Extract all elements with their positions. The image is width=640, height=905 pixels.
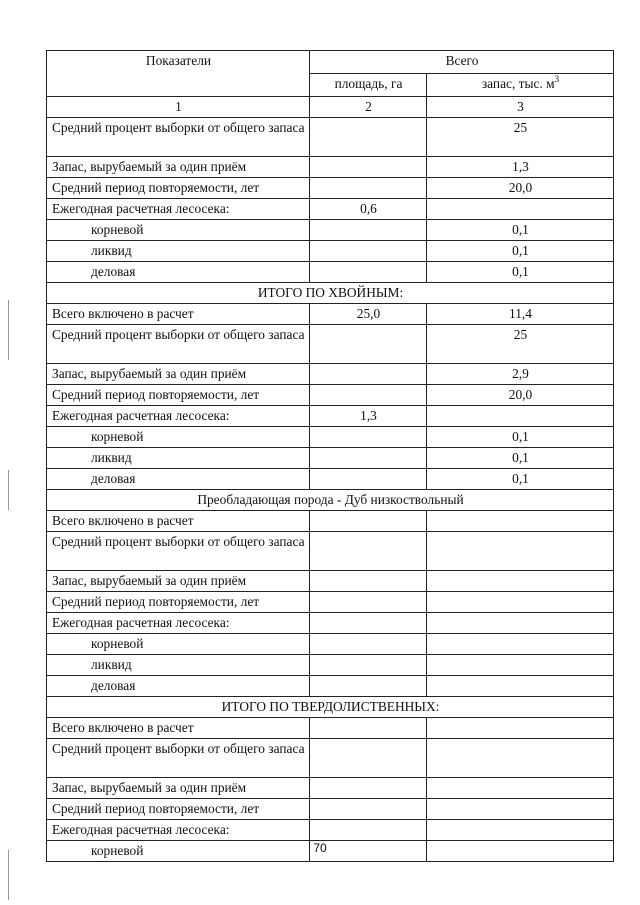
- cell-volume: [427, 799, 614, 820]
- table-row: [47, 739, 614, 778]
- table-row: [47, 427, 614, 448]
- table-row: [47, 634, 614, 655]
- row-label: Всего включено в расчет: [47, 304, 310, 325]
- header-row: [47, 51, 614, 74]
- cell-area: [310, 613, 427, 634]
- table-row: [47, 304, 614, 325]
- table-row: [47, 820, 614, 841]
- table-row: [47, 199, 614, 220]
- row-label: корневой: [47, 427, 310, 448]
- section-coniferous-total: ИТОГО ПО ХВОЙНЫМ:: [47, 283, 614, 304]
- table-row: [47, 220, 614, 241]
- row-label: Средний процент выборки от общего запаса: [47, 325, 310, 364]
- cell-area: [310, 469, 427, 490]
- table-row: [47, 385, 614, 406]
- row-label: Средний процент выборки от общего запаса: [47, 118, 310, 157]
- cell-area: [310, 718, 427, 739]
- table-row: [47, 532, 614, 571]
- row-label: Средний процент выборки от общего запаса: [47, 532, 310, 571]
- column-numbers-row: [47, 97, 614, 118]
- row-label: Ежегодная расчетная лесосека:: [47, 199, 310, 220]
- cell-area: [310, 241, 427, 262]
- cell-volume: 0,1: [427, 241, 614, 262]
- cell-area: [310, 220, 427, 241]
- row-label: деловая: [47, 262, 310, 283]
- cell-area: [310, 571, 427, 592]
- row-label: Средний период повторяемости, лет: [47, 385, 310, 406]
- row-label: корневой: [47, 841, 310, 862]
- row-label: Средний период повторяемости, лет: [47, 799, 310, 820]
- table-row: [47, 406, 614, 427]
- table-row: [47, 676, 614, 697]
- cell-area: [310, 799, 427, 820]
- table-row: [47, 469, 614, 490]
- row-label: ликвид: [47, 448, 310, 469]
- cell-volume: 0,1: [427, 427, 614, 448]
- cell-volume: 0,1: [427, 448, 614, 469]
- table-row: [47, 178, 614, 199]
- cell-volume: [427, 718, 614, 739]
- table-row: [47, 364, 614, 385]
- cell-volume: 0,1: [427, 220, 614, 241]
- row-label: деловая: [47, 676, 310, 697]
- header-total: Всего: [310, 51, 614, 74]
- table-row: [47, 241, 614, 262]
- column-number: 1: [47, 97, 310, 118]
- row-label: Средний период повторяемости, лет: [47, 592, 310, 613]
- cell-volume: [427, 613, 614, 634]
- forest-cutting-table: [46, 50, 614, 862]
- header-area: площадь, га: [310, 74, 427, 97]
- table-row: [47, 778, 614, 799]
- cell-volume: [427, 634, 614, 655]
- cell-area: [310, 676, 427, 697]
- table-row: [47, 262, 614, 283]
- cell-area: [310, 592, 427, 613]
- cell-volume: 11,4: [427, 304, 614, 325]
- cell-area: [310, 157, 427, 178]
- row-label: Всего включено в расчет: [47, 511, 310, 532]
- scan-margin-mark: [8, 470, 9, 510]
- row-label: Запас, вырубаемый за один приём: [47, 364, 310, 385]
- table-row: [47, 592, 614, 613]
- table-row: [47, 448, 614, 469]
- header-indicators: Показатели: [47, 51, 310, 97]
- column-number: 3: [427, 97, 614, 118]
- row-label: Всего включено в расчет: [47, 718, 310, 739]
- cell-volume: [427, 739, 614, 778]
- table-row: [47, 799, 614, 820]
- cell-area: [310, 532, 427, 571]
- row-label: Ежегодная расчетная лесосека:: [47, 406, 310, 427]
- row-label: Средний период повторяемости, лет: [47, 178, 310, 199]
- cell-volume: [427, 511, 614, 532]
- table-row: [47, 571, 614, 592]
- cell-area: [310, 118, 427, 157]
- cell-area: [310, 655, 427, 676]
- section-oak: Преобладающая порода - Дуб низкоствольный: [47, 490, 614, 511]
- cell-volume: 20,0: [427, 385, 614, 406]
- cell-area: [310, 634, 427, 655]
- section-row: [47, 283, 614, 304]
- section-row: [47, 490, 614, 511]
- cell-area: [310, 325, 427, 364]
- table-row: [47, 655, 614, 676]
- cell-volume: [427, 199, 614, 220]
- cell-area: [310, 511, 427, 532]
- section-hardwood-total: ИТОГО ПО ТВЕРДОЛИСТВЕННЫХ:: [47, 697, 614, 718]
- cell-area: [310, 427, 427, 448]
- row-label: корневой: [47, 220, 310, 241]
- cell-volume: [427, 532, 614, 571]
- cell-area: [310, 448, 427, 469]
- cell-area: 1,3: [310, 406, 427, 427]
- row-label: Запас, вырубаемый за один приём: [47, 778, 310, 799]
- cell-volume: [427, 820, 614, 841]
- column-number: 2: [310, 97, 427, 118]
- table-row: [47, 613, 614, 634]
- cell-volume: [427, 676, 614, 697]
- cell-area: [310, 820, 427, 841]
- cell-area: [310, 262, 427, 283]
- cell-volume: 0,1: [427, 262, 614, 283]
- cell-volume: [427, 655, 614, 676]
- header-volume: запас, тыс. $м^3$: [427, 74, 614, 97]
- row-label: деловая: [47, 469, 310, 490]
- cell-area: [310, 364, 427, 385]
- section-row: [47, 697, 614, 718]
- scan-margin-mark: [8, 850, 9, 900]
- row-label: ликвид: [47, 241, 310, 262]
- table-row: [47, 157, 614, 178]
- table-row: [47, 718, 614, 739]
- cell-area: [310, 778, 427, 799]
- cell-volume: [427, 592, 614, 613]
- table-row: [47, 325, 614, 364]
- cell-area: [310, 385, 427, 406]
- cell-volume: 2,9: [427, 364, 614, 385]
- row-label: Ежегодная расчетная лесосека:: [47, 613, 310, 634]
- cell-volume: 1,3: [427, 157, 614, 178]
- cell-volume: 20,0: [427, 178, 614, 199]
- scan-margin-mark: [8, 300, 9, 360]
- cell-area: [310, 739, 427, 778]
- row-label: Ежегодная расчетная лесосека:: [47, 820, 310, 841]
- row-label: корневой: [47, 634, 310, 655]
- table-row: [47, 118, 614, 157]
- row-label: Запас, вырубаемый за один приём: [47, 571, 310, 592]
- page-number: 70: [313, 841, 327, 855]
- cell-volume: 25: [427, 325, 614, 364]
- cell-volume: 0,1: [427, 469, 614, 490]
- cell-volume: [427, 406, 614, 427]
- row-label: Средний процент выборки от общего запаса: [47, 739, 310, 778]
- cell-area: 0,6: [310, 199, 427, 220]
- cell-volume: [427, 778, 614, 799]
- table-row: [47, 511, 614, 532]
- cell-area: [310, 178, 427, 199]
- row-label: Запас, вырубаемый за один приём: [47, 157, 310, 178]
- row-label: ликвид: [47, 655, 310, 676]
- cell-volume: 25: [427, 118, 614, 157]
- cell-area: 25,0: [310, 304, 427, 325]
- cell-volume: [427, 571, 614, 592]
